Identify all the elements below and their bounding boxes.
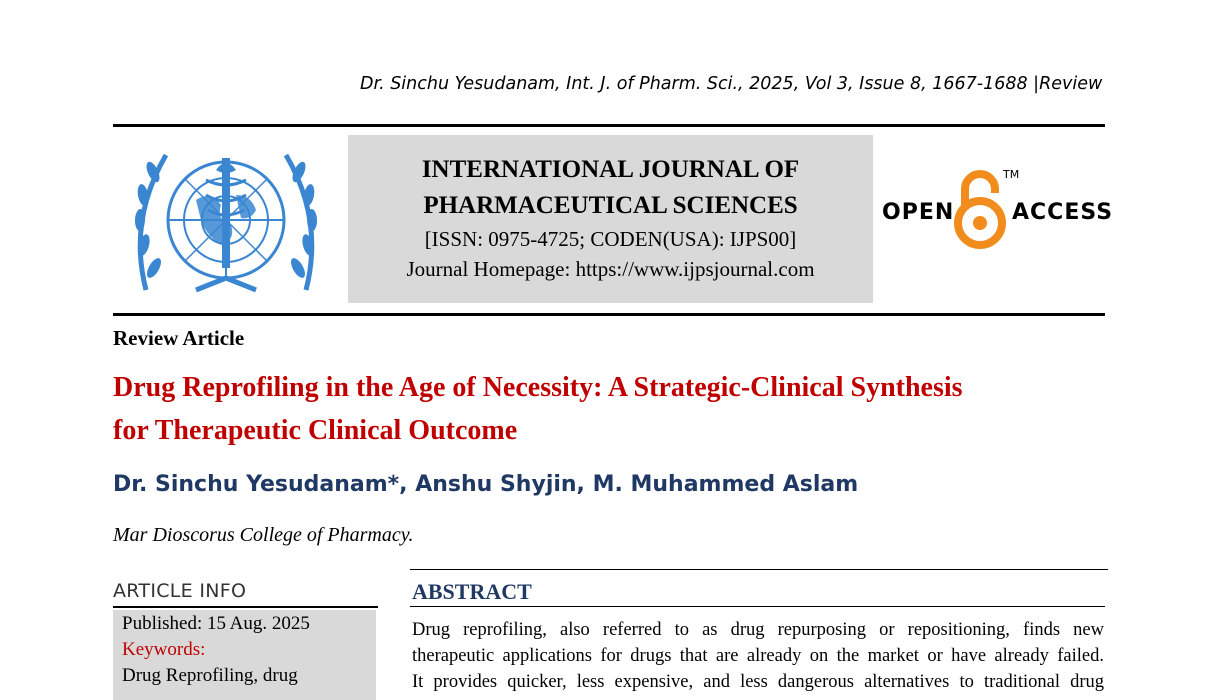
keywords-value: Drug Reprofiling, drug	[122, 665, 298, 686]
running-header: Dr. Sinchu Yesudanam, Int. J. of Pharm. Sci., 2025, Vol 3, Issue 8, 1667-1688 |Review	[360, 74, 1103, 94]
abstract-heading: ABSTRACT	[412, 579, 532, 604]
header-bottom-rule	[113, 313, 1105, 316]
journal-name-line1: INTERNATIONAL JOURNAL OF	[421, 156, 800, 183]
abstract-line: It provides quicker, less expensive, and less dangerous alternatives to traditional drug	[412, 672, 1104, 692]
open-access-access-text: ACCESS	[1012, 200, 1114, 225]
open-access-lock-icon	[953, 165, 1007, 251]
journal-issn: [ISSN: 0975-4725; CODEN(USA): IJPS00]	[424, 227, 797, 251]
article-type: Review Article	[113, 326, 245, 350]
affiliation: Mar Dioscorus College of Pharmacy.	[113, 524, 414, 546]
abstract-text	[412, 617, 1104, 695]
article-title	[113, 366, 1113, 452]
open-access-open-text: OPEN	[882, 200, 955, 225]
published-date: Published: 15 Aug. 2025	[122, 613, 310, 634]
abstract-line: Drug reprofiling, also referred to as drug repurposing or repositioning, finds new	[412, 620, 1104, 640]
journal-name-line2: PHARMACEUTICAL SCIENCES	[423, 192, 798, 219]
section-divider	[410, 569, 1108, 570]
keywords-label: Keywords:	[122, 639, 206, 660]
open-access-trademark: TM	[1003, 168, 1020, 181]
article-title-line2: for Therapeutic Clinical Outcome	[113, 415, 518, 446]
journal-emblem-icon	[126, 140, 326, 306]
article-title-line1: Drug Reprofiling in the Age of Necessity: A Strategic-Clinical Synthesis	[113, 372, 963, 403]
article-info-heading: ARTICLE INFO	[113, 580, 247, 602]
abstract-rule	[410, 606, 1105, 607]
journal-banner	[348, 135, 873, 303]
header-top-rule	[113, 124, 1105, 127]
journal-homepage: Journal Homepage: https://www.ijpsjournal.com	[406, 257, 815, 281]
author-list: Dr. Sinchu Yesudanam*, Anshu Shyjin, M. Muhammed Aslam	[113, 472, 859, 497]
abstract-line: therapeutic applications for drugs that are already on the market or have already failed.	[412, 646, 1104, 666]
article-info-rule	[113, 606, 378, 608]
